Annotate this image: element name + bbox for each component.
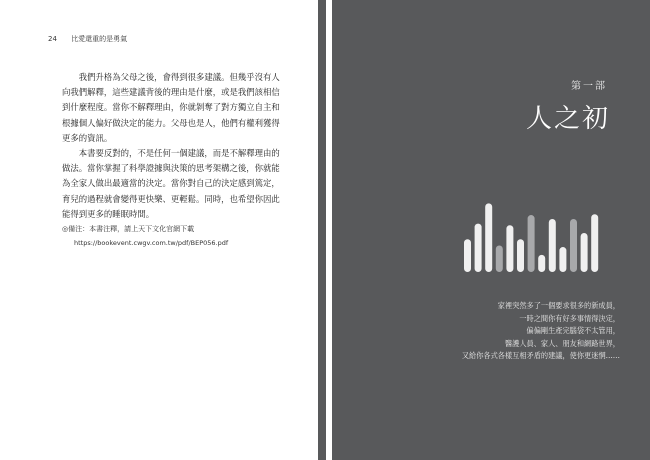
intro-line: 醫護人員、家人、朋友和網路世界， [504, 338, 620, 348]
decorative-bar [570, 219, 577, 272]
left-page [0, 0, 318, 460]
chapter-title: 人之初 [525, 104, 610, 134]
running-header [48, 34, 127, 44]
intro-line: 一時之間你有好多事情得決定， [519, 313, 620, 323]
decorative-bar [485, 203, 492, 272]
decorative-bar [506, 225, 513, 272]
decorative-bar [464, 239, 471, 272]
right-page [332, 0, 650, 460]
intro-line: 又給你各式各樣互相矛盾的建議，使你更迷惘…… [461, 351, 620, 361]
note-label: ◎備注：本書注釋，請上天下文化官網下載 [62, 225, 195, 233]
part-intro-text [400, 300, 620, 363]
notes-callout [62, 222, 292, 250]
decorative-bar [496, 245, 503, 272]
decorative-bar [591, 214, 598, 272]
decorative-bar [549, 219, 556, 272]
decorative-bar-graphic [460, 190, 610, 285]
page-number: 24 [48, 35, 57, 43]
spine-strip [318, 0, 326, 460]
paragraph: 我們升格為父母之後，會得到很多建議。但幾乎沒有人向我們解釋，這些建議背後的理由是什麼，或是我們該相信到什麼程度。當你不解釋理由，你就剝奪了對方獨立自主和根據個人偏好做決定的能力。父母也是人，他們有權利獲得更多的資訊。 [62, 72, 280, 143]
decorative-bar [581, 233, 588, 272]
intro-line: 家裡突然多了一個要求很多的新成員， [497, 301, 620, 310]
part-label: 第一部 [571, 81, 607, 92]
note-url: https://bookevent.cwgv.com.tw/pdf/BEP056.pdf [74, 239, 229, 247]
decorative-bar [528, 215, 535, 272]
running-head-title: 比愛還重的是勇氣 [71, 35, 128, 43]
decorative-bar [538, 255, 545, 272]
decorative-bar [517, 239, 524, 272]
intro-line: 偏偏剛生產完腦袋不太管用， [526, 326, 620, 336]
decorative-bar [559, 247, 566, 272]
body-text [62, 70, 280, 222]
paragraph: 本書要反對的，不是任何一個建議，而是不解釋理由的做法。當你掌握了科學證據與決策的思考架構之後，你就能為全家人做出最適當的決定。當你對自己的決定感到篤定，育兒的過程就會變得更快樂、更輕鬆。同時，也希望你因此能得到更多的睡眠時間。 [62, 148, 280, 219]
decorative-bar [475, 224, 482, 272]
